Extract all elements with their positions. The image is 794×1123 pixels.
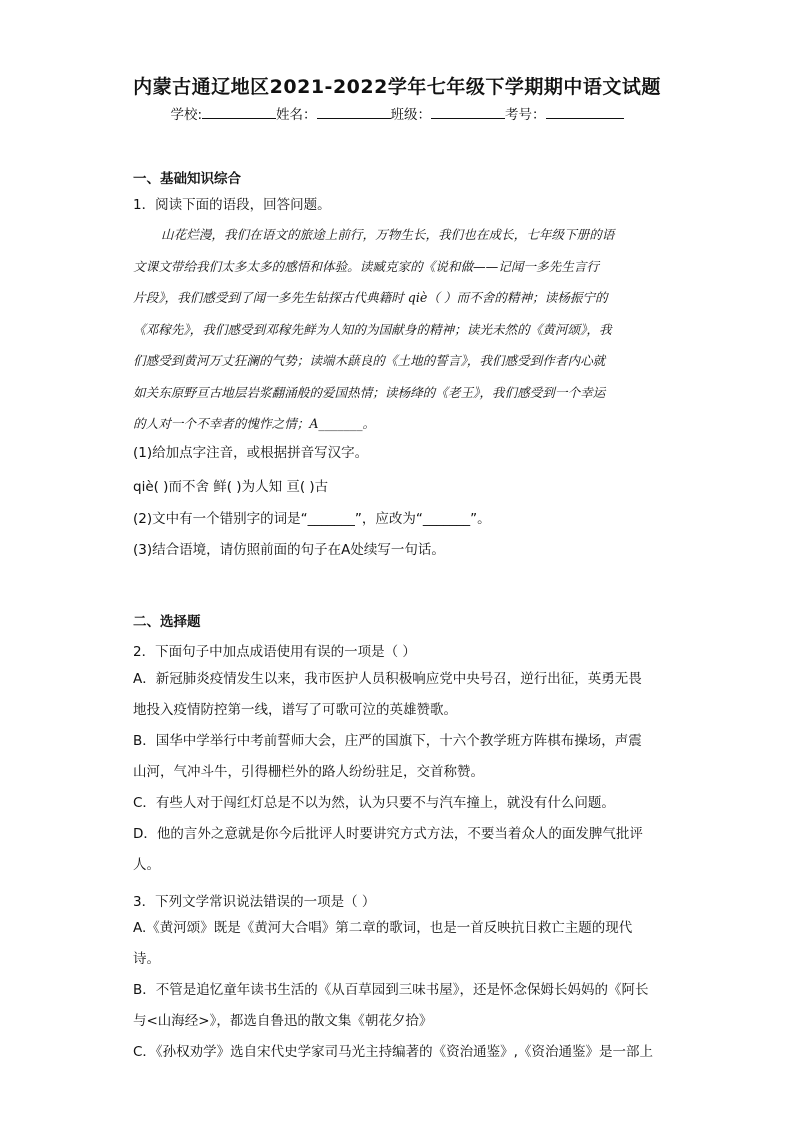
reading-passage — [133, 219, 661, 440]
page-title: 内蒙古通辽地区2021-2022学年七年级下学期期中语文试题 — [133, 76, 661, 98]
school-label: 学校: — [170, 107, 203, 123]
passage-line: 《邓稼先》，我们感受到邓稼先鲜为人知的为国献身的精神；读光未然的《黄河颂》，我 — [133, 321, 612, 337]
sub-question-1-items: qiè( )而不舍 鲜( )为人知 亘( )古 — [133, 479, 329, 495]
passage-line: 们感受到黄河万丈狂澜的气势；读端木蕻良的《土地的誓言》，我们感受到作者内心就 — [133, 353, 606, 368]
class-blank[interactable] — [431, 104, 505, 119]
option-line: B．国华中学举行中考前誓师大会，庄严的国旗下，十六个教学班方阵棋布操场，声震 — [133, 733, 642, 749]
option-line: 人。 — [133, 857, 160, 873]
passage-line: 片段》，我们感受到了闻一多先生钻探古代典籍时 qiè（ ）而不舍的精神；读杨振宁的 — [133, 290, 608, 305]
name-label: 姓名： — [276, 107, 317, 123]
exam-no-label: 考号： — [505, 107, 546, 123]
option-line: C．《孙权劝学》选自宋代史学家司马光主持编著的《资治通鉴》,《资治通鉴》是一部上 — [133, 1044, 653, 1060]
question-3-stem: 3．下列文学常识说法错误的一项是（ ） — [133, 894, 376, 910]
option-line: D．他的言外之意就是你今后批评人时要讲究方式方法，不要当着众人的面发脾气批评 — [133, 826, 643, 842]
option-line: 地投入疫情防控第一线，谱写了可歌可泣的英雄赞歌。 — [133, 702, 457, 718]
class-label: 班级： — [390, 107, 432, 123]
passage-line: 山花烂漫，我们在语文的旅途上前行，万物生长，我们也在成长，七年级下册的语 — [161, 227, 615, 242]
option-line: 山河，气冲斗牛，引得栅栏外的路人纷纷驻足，交首称赞。 — [133, 764, 484, 780]
question-2-options — [133, 664, 661, 881]
option-line: A.《黄河颂》既是《黄河大合唱》第二章的歌词，也是一首反映抗日救亡主题的现代 — [133, 920, 633, 936]
passage-line: 的人对一个不幸者的愧怍之情；A_______。 — [133, 416, 376, 431]
option-line: 与<山海经>》，都选自鲁迅的散文集《朝花夕拾》 — [133, 1013, 433, 1029]
question-1-stem: 1．阅读下面的语段，回答问题。 — [133, 197, 331, 213]
student-info-line — [0, 103, 794, 123]
option-line: 诗。 — [133, 951, 160, 967]
section-heading-choice: 二、选择题 — [133, 614, 201, 630]
question-2-stem: 2．下面句子中加点成语使用有误的一项是（ ） — [133, 644, 416, 660]
question-3-options — [133, 913, 661, 1068]
sub-question-3: (3)结合语境，请仿照前面的句子在A处续写一句话。 — [133, 542, 445, 558]
exam-no-blank[interactable] — [546, 104, 624, 119]
sub-question-1: (1)给加点字注音，或根据拼音写汉字。 — [133, 445, 369, 461]
passage-line: 文课文带给我们太多太多的感悟和体验。读臧克家的《说和做——记闻一多先生言行 — [133, 258, 599, 274]
school-blank[interactable] — [202, 104, 276, 119]
option-line: C．有些人对于闯红灯总是不以为然，认为只要不与汽车撞上，就没有什么问题。 — [133, 795, 615, 811]
name-blank[interactable] — [317, 104, 391, 119]
section-heading-basic: 一、基础知识综合 — [133, 171, 241, 187]
option-line: B．不管是追忆童年读书生活的《从百草园到三味书屋》，还是怀念保姆长妈妈的《阿长 — [133, 982, 649, 998]
passage-line: 如关东原野亘古地层岩浆翻涌般的爱国热情；读杨绛的《老王》，我们感受到一个幸运 — [133, 384, 606, 400]
option-line: A．新冠肺炎疫情发生以来，我市医护人员积极响应党中央号召，逆行出征，英勇无畏 — [133, 671, 642, 687]
sub-question-2: (2)文中有一个错别字的词是“_______”，应改为“_______”。 — [133, 511, 491, 527]
